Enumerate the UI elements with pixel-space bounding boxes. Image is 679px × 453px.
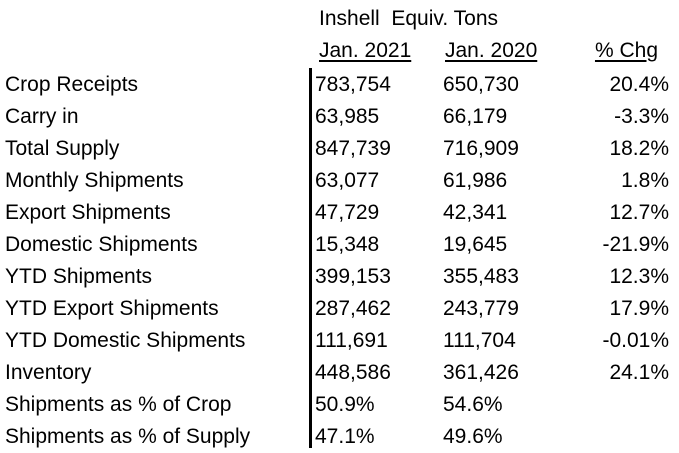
row-label: Carry in (5, 105, 79, 128)
table-row (0, 229, 679, 261)
value-jan-2020: 355,483 (443, 265, 519, 288)
row-label: Total Supply (5, 137, 120, 160)
table-row (0, 325, 679, 357)
value-pct-change: 12.3% (609, 265, 669, 288)
row-label: Inventory (5, 361, 92, 384)
row-label: Monthly Shipments (5, 169, 184, 192)
value-pct-change: -21.9% (602, 233, 669, 256)
value-jan-2021: 15,348 (315, 233, 380, 256)
row-label: Export Shipments (5, 201, 171, 224)
table-row (0, 133, 679, 165)
table-row (0, 165, 679, 197)
column-header-pct-change: % Chg (594, 39, 658, 62)
value-jan-2020: 66,179 (443, 105, 508, 128)
value-jan-2021: 847,739 (315, 137, 391, 160)
row-label: YTD Shipments (5, 265, 153, 288)
value-jan-2021: 63,077 (315, 169, 380, 192)
value-pct-change: -3.3% (614, 105, 669, 128)
value-jan-2020: 111,704 (443, 329, 516, 352)
value-jan-2021: 47,729 (315, 201, 380, 224)
value-jan-2021: 399,153 (315, 265, 391, 288)
table-row (0, 69, 679, 101)
value-pct-change: 17.9% (609, 297, 669, 320)
value-pct-change: 20.4% (609, 73, 669, 96)
value-jan-2020: 61,986 (443, 169, 508, 192)
value-pct-change: 24.1% (609, 361, 669, 384)
row-label: Shipments as % of Supply (5, 425, 251, 448)
value-pct-change: 18.2% (609, 137, 669, 160)
row-label: YTD Domestic Shipments (5, 329, 246, 352)
table-row (0, 389, 679, 421)
table-body (0, 69, 679, 453)
row-label: YTD Export Shipments (5, 297, 219, 320)
value-jan-2021: 287,462 (315, 297, 391, 320)
table-row (0, 421, 679, 453)
table-row (0, 357, 679, 389)
value-jan-2020: 49.6% (443, 425, 503, 448)
value-jan-2021: 50.9% (315, 393, 375, 416)
table-row (0, 261, 679, 293)
value-jan-2020: 361,426 (443, 361, 519, 384)
group-title: Inshell Equiv. Tons (319, 7, 498, 30)
value-jan-2021: 111,691 (315, 329, 388, 352)
column-header-jan-2020: Jan. 2020 (445, 39, 538, 62)
table-row (0, 101, 679, 133)
value-jan-2020: 650,730 (443, 73, 519, 96)
value-jan-2021: 47.1% (315, 425, 375, 448)
value-pct-change: 1.8% (621, 169, 669, 192)
row-label: Domestic Shipments (5, 233, 198, 256)
value-jan-2020: 243,779 (443, 297, 519, 320)
value-jan-2020: 54.6% (443, 393, 503, 416)
value-jan-2020: 716,909 (443, 137, 519, 160)
value-jan-2020: 19,645 (443, 233, 508, 256)
row-label: Shipments as % of Crop (5, 393, 232, 416)
value-pct-change: 12.7% (609, 201, 669, 224)
column-header-jan-2021: Jan. 2021 (319, 39, 412, 62)
row-label: Crop Receipts (5, 73, 139, 96)
value-jan-2021: 783,754 (315, 73, 391, 96)
value-pct-change: -0.01% (602, 329, 669, 352)
value-jan-2021: 63,985 (315, 105, 380, 128)
value-jan-2021: 448,586 (315, 361, 391, 384)
table-row (0, 293, 679, 325)
table-row (0, 197, 679, 229)
value-jan-2020: 42,341 (443, 201, 508, 224)
